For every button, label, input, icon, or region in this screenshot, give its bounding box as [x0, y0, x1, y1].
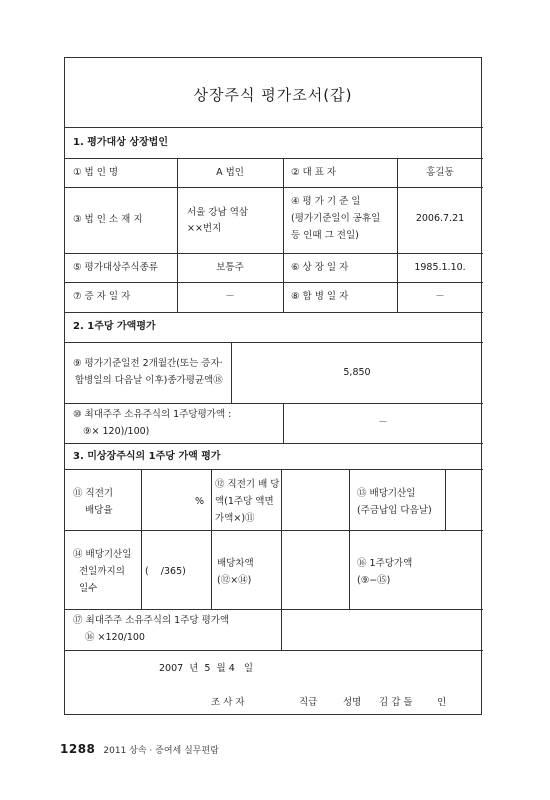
major-holder-label-line2: ⑨× 120)/100)	[83, 426, 150, 437]
rule	[281, 609, 282, 650]
days-label-line1: ⑭ 배당기산일	[73, 549, 132, 560]
form-title: 상장주식 평가조서(갑)	[193, 86, 353, 104]
rule	[445, 469, 446, 530]
merger-date-label: ⑧ 합 병 일 자	[291, 291, 349, 302]
rule	[65, 403, 483, 404]
investigator-name: 김 갑 돌	[379, 697, 413, 708]
listing-date-label: ⑥ 상 장 일 자	[291, 262, 349, 273]
dividend-diff-label-line2: (⑫×⑭)	[217, 575, 252, 586]
percent-sign: %	[195, 496, 205, 507]
avg-price-label-line1: ⑨ 평가기준일전 2개월간(또는 증자·	[73, 358, 223, 369]
address-label: ③ 법 인 소 재 지	[73, 214, 143, 225]
rule	[65, 650, 483, 651]
dividend-amount-label-line2: 액(1주당 액면	[215, 496, 274, 507]
per-share-value-label-line2: (⑨−⑮)	[357, 575, 391, 586]
days-value: ( /365)	[145, 566, 186, 577]
rule	[349, 469, 350, 609]
dividend-amount-label-line3: 가액×)⑪	[215, 513, 255, 524]
corp-name-label: ① 법 인 명	[73, 167, 119, 178]
corp-name-value: A 법인	[216, 167, 244, 178]
rule	[65, 253, 483, 254]
avg-price-label-line2: 합병일의 다음날 이후)종가평균액⑱	[75, 375, 223, 386]
listing-date-value: 1985.1.10.	[414, 262, 466, 273]
dividend-diff-label-line1: 배당차액	[217, 558, 254, 569]
stock-type-value: 보통주	[216, 262, 244, 273]
rank-label: 직급	[299, 697, 318, 708]
rule	[65, 312, 483, 313]
page-footer	[60, 742, 219, 756]
rule	[65, 469, 483, 470]
dividend-start-label-line1: ⑬ 배당기산일	[357, 488, 416, 499]
base-date-label-line3: 등 인때 그 전일)	[291, 230, 359, 241]
rule	[65, 127, 483, 128]
investigator-label: 조 사 자	[211, 697, 245, 708]
page-number: 1288	[60, 742, 96, 756]
valuation-form	[64, 57, 482, 715]
rule	[65, 530, 483, 531]
book-title: 2011 상속 · 증여세 실무편람	[103, 746, 219, 756]
rule	[65, 158, 483, 159]
ceo-value: 홍길동	[426, 167, 454, 178]
base-date-label-line2: (평가기준일이 공휴일	[291, 213, 381, 224]
days-label-line2: 전일까지의	[79, 566, 125, 577]
rule	[65, 187, 483, 188]
rule	[65, 282, 483, 283]
rule	[281, 469, 282, 609]
seal-label: 인	[437, 697, 447, 708]
report-date: 2007 년 5 월 4 일	[159, 663, 253, 674]
major-valuation-label-line1: ⑰ 최대주주 소유주식의 1주당 평가액	[73, 615, 230, 626]
merger-date-value: －	[435, 291, 445, 302]
base-date-label-line1: ④ 평 가 기 준 일	[291, 196, 361, 207]
address-line1: 서울 강남 역삼	[187, 207, 249, 218]
avg-price-value: 5,850	[343, 367, 371, 378]
rule	[141, 469, 142, 609]
major-valuation-label-line2: ⑯ ×120/100	[85, 632, 145, 643]
rule	[283, 158, 284, 313]
section3-heading: 3. 미상장주식의 1주당 가액 평가	[73, 451, 221, 462]
rule	[211, 469, 212, 609]
dividend-rate-label-line2: 배당율	[85, 505, 113, 516]
ceo-label: ② 대 표 자	[291, 167, 337, 178]
address-line2: ××번지	[187, 223, 222, 234]
base-date-value: 2006.7.21	[415, 213, 465, 224]
major-holder-label-line1: ⑩ 최대주주 소유주식의 1주당평가액 :	[73, 409, 232, 420]
major-holder-value: －	[378, 417, 388, 428]
rule	[65, 609, 483, 610]
dividend-rate-label-line1: ⑪ 직전기	[73, 488, 114, 499]
days-label-line3: 일수	[79, 583, 98, 594]
dividend-amount-label-line1: ⑫ 직전기 배 당	[215, 479, 280, 490]
capital-increase-label: ⑦ 증 자 일 자	[73, 291, 131, 302]
rule	[65, 443, 483, 444]
section2-heading: 2. 1주당 가액평가	[73, 321, 156, 332]
capital-increase-value: －	[225, 291, 235, 302]
section1-heading: 1. 평가대상 상장법인	[73, 137, 168, 148]
name-label: 성명	[343, 697, 362, 708]
rule	[65, 342, 483, 343]
stock-type-label: ⑤ 평가대상주식종류	[73, 262, 158, 273]
per-share-value-label-line1: ⑯ 1주당가액	[357, 558, 413, 569]
dividend-start-label-line2: (주금납입 다음날)	[357, 505, 432, 516]
